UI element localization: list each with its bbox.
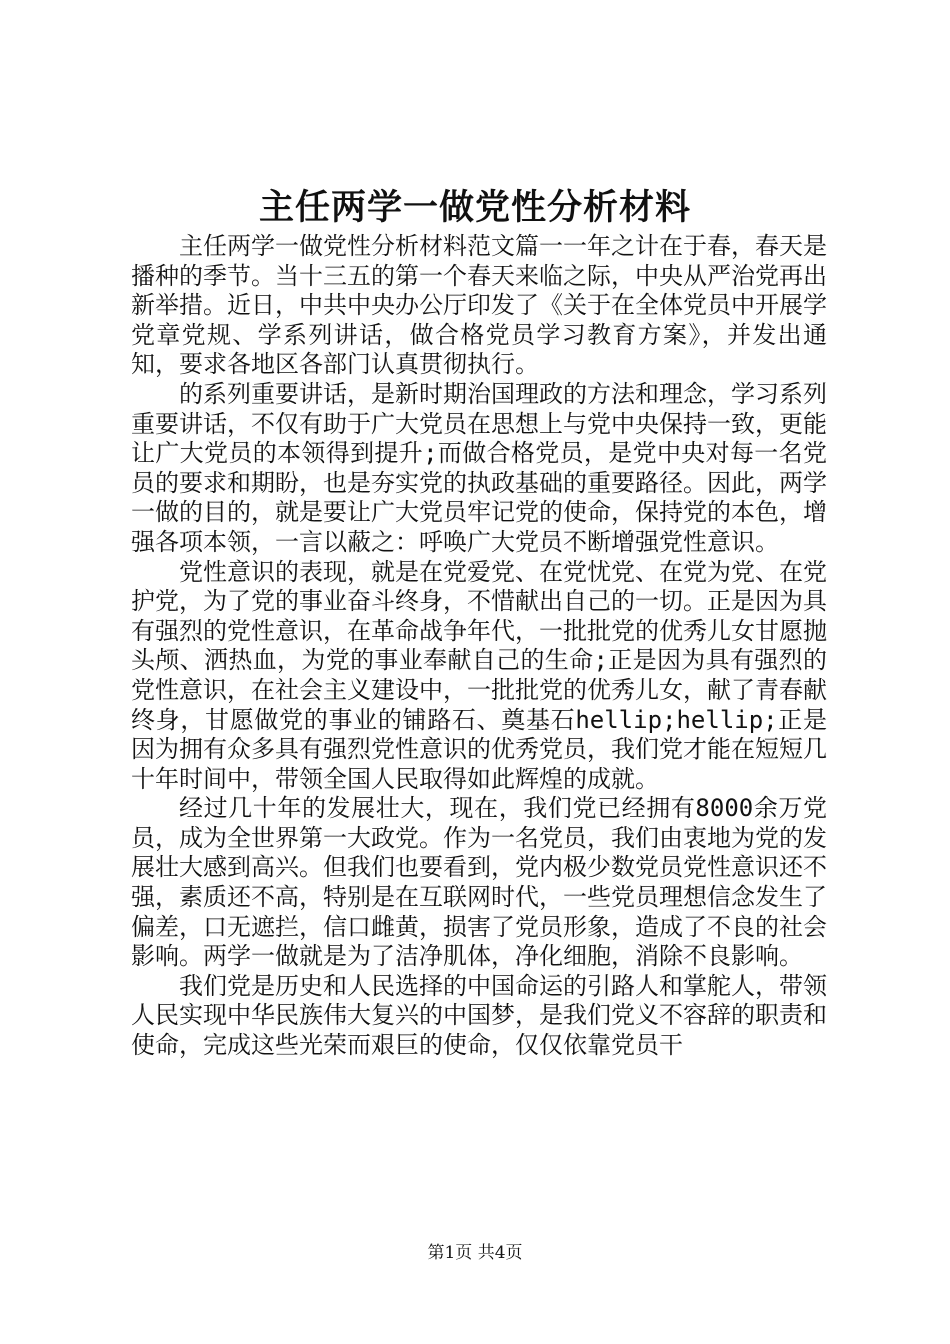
page-number-footer: 第1页 共4页 [427,1243,523,1263]
paragraph: 主任两学一做党性分析材料范文篇一一年之计在于春，春天是播种的季节。当十三五的第一个春天来临之际，中央从严治党再出新举措。近日，中共中央办公厅印发了《关于在全体党员中开展学党章党规、学系列讲话，做合格党员学习教育方案》，并发出通知，要求各地区各部门认真贯彻执行。 [131,232,827,379]
paragraph: 经过几十年的发展壮大，现在，我们党已经拥有8000余万党员，成为全世界第一大政党。作为一名党员，我们由衷地为党的发展壮大感到高兴。但我们也要看到，党内极少数党员党性意识还不强，素质还不高，特别是在互联网时代，一些党员理想信念发生了偏差，口无遮拦，信口雌黄，损害了党员形象，造成了不良的社会影响。两学一做就是为了洁净肌体，净化细胞，消除不良影响。 [131,794,827,971]
document-body [131,232,827,1061]
paragraph: 的系列重要讲话，是新时期治国理政的方法和理念，学习系列重要讲话，不仅有助于广大党员在思想上与党中央保持一致，更能让广大党员的本领得到提升;而做合格党员，是党中央对每一名党员的要求和期盼，也是夯实党的执政基础的重要路径。因此，两学一做的目的，就是要让广大党员牢记党的使命，保持党的本色，增强各项本领，一言以蔽之：呼唤广大党员不断增强党性意识。 [131,379,827,556]
document-title: 主任两学一做党性分析材料 [258,187,691,228]
paragraph: 党性意识的表现，就是在党爱党、在党忧党、在党为党、在党护党，为了党的事业奋斗终身，不惜献出自己的一切。正是因为具有强烈的党性意识，在革命战争年代，一批批党的优秀儿女甘愿抛头颅、洒热血，为党的事业奉献自己的生命;正是因为具有强烈的党性意识，在社会主义建设中，一批批党的优秀儿女，献了青春献终身，甘愿做党的事业的铺路石、奠基石hellip;hellip;正是因为拥有众多具有强烈党性意识的优秀党员，我们党才能在短短几十年时间中，带领全国人民取得如此辉煌的成就。 [131,557,827,793]
paragraph: 我们党是历史和人民选择的中国命运的引路人和掌舵人，带领人民实现中华民族伟大复兴的中国梦，是我们党义不容辞的职责和使命，完成这些光荣而艰巨的使命，仅仅依靠党员干 [131,971,827,1060]
